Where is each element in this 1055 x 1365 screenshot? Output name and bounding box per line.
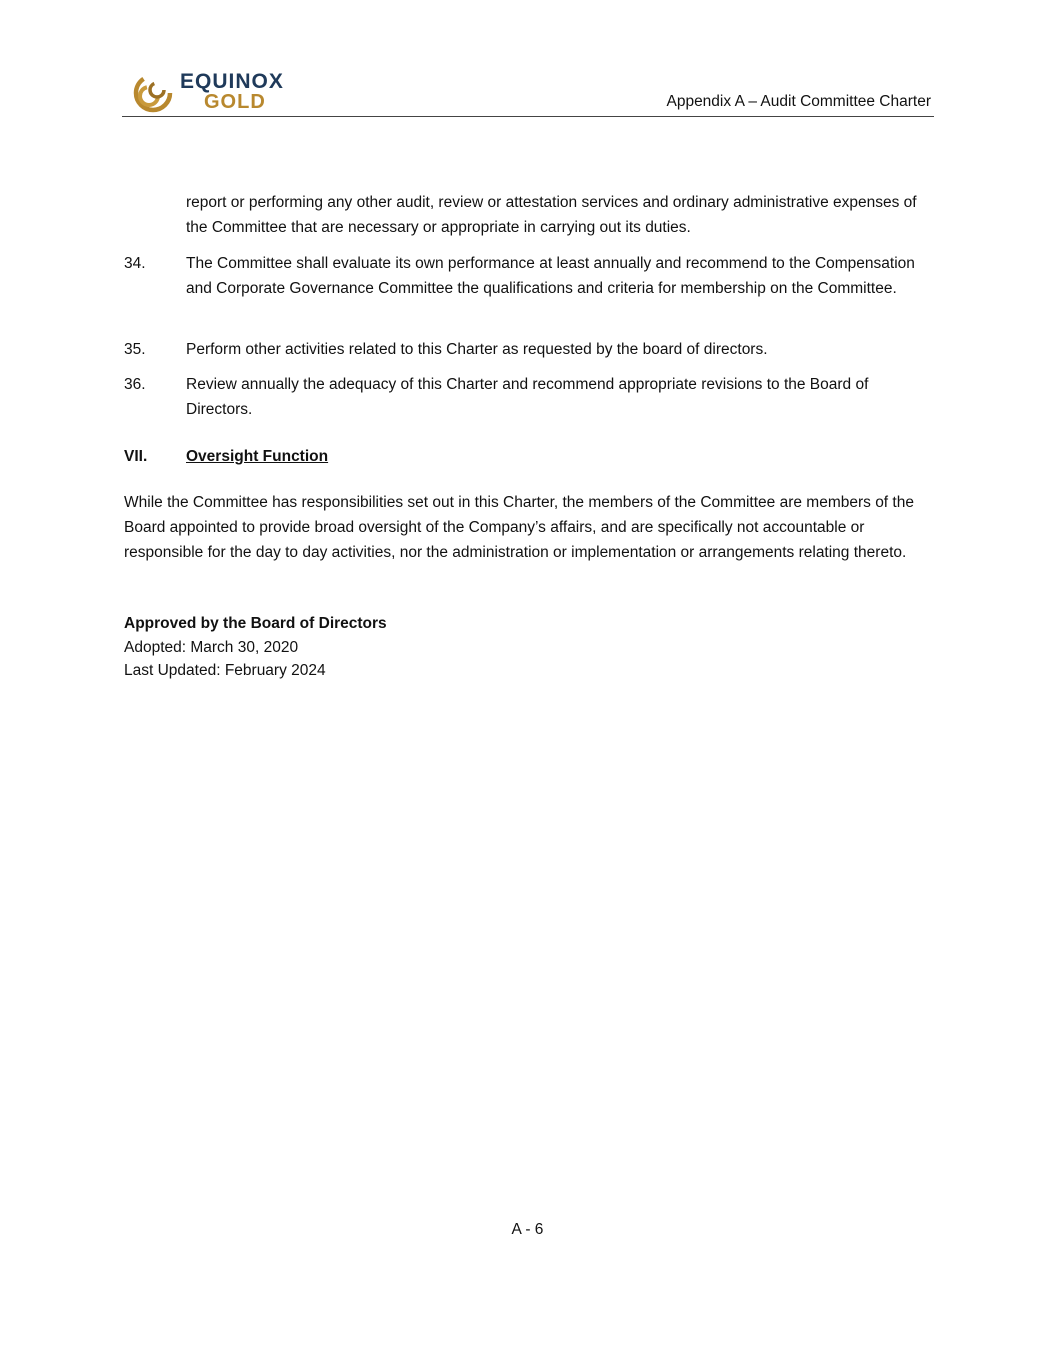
- page-header: [122, 70, 934, 117]
- approval-heading: Approved by the Board of Directors: [124, 615, 387, 632]
- page-number: A - 6: [511, 1221, 544, 1238]
- list-item-number: 35.: [124, 341, 146, 358]
- logo-wordmark-gold: GOLD: [204, 91, 266, 113]
- list-item-text: Perform other activities related to this Charter as requested by the board of directors.: [186, 341, 768, 358]
- continuation-paragraph: report or performing any other audit, review or attestation services and ordinary administrative expenses of the Committee that are necessary or appropriate in carrying out its duties.: [186, 194, 917, 236]
- list-item-number: 34.: [124, 255, 146, 272]
- list-item-number: 36.: [124, 376, 146, 393]
- company-logo: [132, 70, 302, 114]
- approval-block: [124, 612, 724, 683]
- section-number: VII.: [124, 448, 148, 465]
- last-updated-date: Last Updated: February 2024: [124, 662, 326, 679]
- equinox-gold-logo-icon: [132, 72, 174, 114]
- adopted-date: Adopted: March 30, 2020: [124, 638, 299, 656]
- oversight-paragraph: While the Committee has responsibilities set out in this Charter, the members of the Committee are members of the Board appointed to provide broad oversight of the Company’s affairs, and are specifically not accountable or responsible for the day to day activities, nor the administration or implementation or arrangements relating thereto.: [124, 494, 914, 561]
- header-title: Appendix A – Audit Committee Charter: [666, 93, 931, 110]
- list-item-text: The Committee shall evaluate its own performance at least annually and recommend to the Compensation and Corporate Governance Committee the qualifications and criteria for membership on the Committee.: [186, 255, 915, 297]
- logo-wordmark-equinox: EQUINOX: [180, 70, 284, 93]
- list-item-text: Review annually the adequacy of this Charter and recommend appropriate revisions to the Board of Directors.: [186, 376, 869, 418]
- section-title: Oversight Function: [186, 448, 329, 465]
